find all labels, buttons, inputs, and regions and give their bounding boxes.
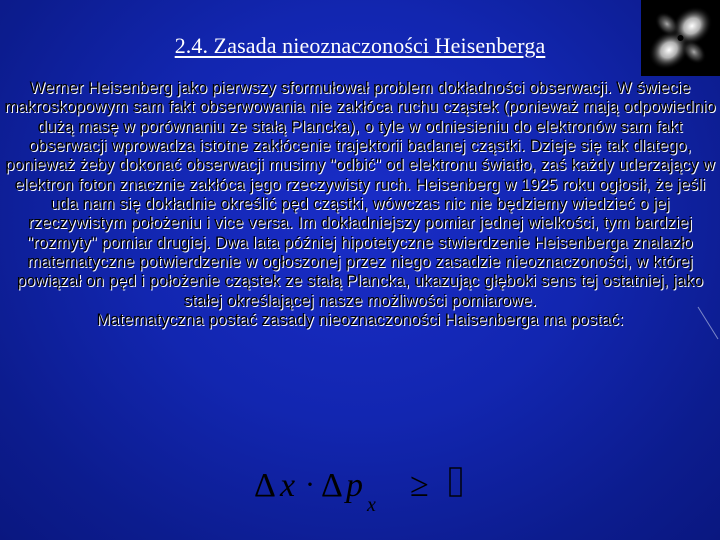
variable-x: x xyxy=(280,467,296,504)
decorative-line xyxy=(696,305,720,345)
slide-title: 2.4. Zasada nieoznaczoności Heisenberga xyxy=(174,33,546,58)
multiplication-dot: · xyxy=(305,468,315,501)
body-paragraph: Werner Heisenberg jako pierwszy sformułował problem dokładności obserwacji. W świecie makroskopowym sam fakt obserwowania nie zakłóca ruchu cząstek (ponieważ mają odpowiednio dużą masę w porównaniu ze stałą Plancka), o tyle w odniesieniu do elektronów sam fakt obserwacji wprowadza istotne zakłócenie trajektorii badanej cząstki. Dzieje się tak dlatego, ponieważ żeby dokonać obserwacji musimy "odbić" od elektronu światło, zaś każdy uderzający w elektron foton znacznie zakłóca jego rzeczywisty ruch. Heisenberg w 1925 roku ogłosił, że jeśli uda nam się dokładnie określić pęd cząstki, wówczas nic nie będziemy wiedzieć o jej rzeczywistym położeniu i vice versa. Im dokładniejszy pomiar jednej wielkości, tym bardziej "rozmyty" pomiar drugiej. Dwa lata później hipotetyczne stwierdzenie Heisenberga znalazło matematyczne potwierdzenie w ogłoszonej przez niego zasadzie nieoznaczoności, w której powiązał on pęd i położenie cząstek ze stałą Plancka, ukazując głęboki sens tej ostatniej, jako stałej określającej nasze możliwości pomiarowe. xyxy=(4,79,716,310)
delta-symbol-1: Δ xyxy=(254,467,276,504)
variable-p: p xyxy=(346,467,363,504)
body-text xyxy=(2,79,718,330)
delta-symbol-2: Δ xyxy=(321,467,343,504)
subscript-x: x xyxy=(367,494,376,516)
missing-glyph-box xyxy=(450,468,461,496)
uncertainty-formula xyxy=(248,456,478,518)
orbital-image xyxy=(641,0,720,76)
greater-equal-symbol: ≥ xyxy=(410,467,429,504)
formula-intro: Matematyczna postać zasady nieoznaczoności Haisenberga ma postać: xyxy=(96,311,624,330)
